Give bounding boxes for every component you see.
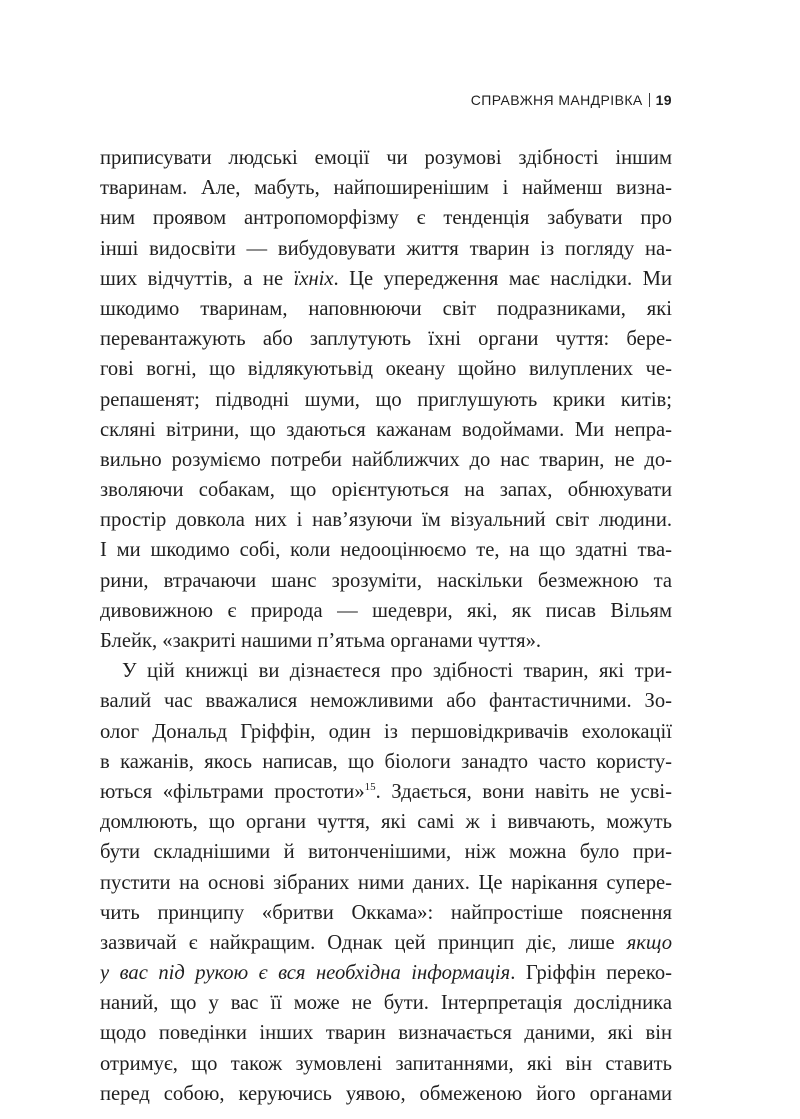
italic-text: якщо [626, 931, 672, 954]
text-line: приписувати людські емоції чи розумові здібності іншим [100, 147, 672, 169]
text-line: щодо поведінки інших тварин визначається даними, які він [100, 1022, 672, 1045]
text-line: гові вогні, що відлякуютьвід океану щойно вилуплених че- [100, 358, 672, 381]
text-line: пустити на основі зібраних ними даних. Це нарікання супере- [100, 871, 672, 894]
text-line: бути складнішими й витонченішими, ніж можна було при- [100, 841, 672, 864]
text-line: тваринам. Але, мабуть, найпоширенішим і найменш визна- [100, 177, 672, 200]
text-line: простір довкола них і нав’язуючи їм візуальний світ людини. [100, 509, 672, 532]
text-line: олог Дональд Гріффін, один із першовідкривачів ехолокації [100, 720, 672, 743]
text-line: ються «фільтрами простоти»$^{15}$. Здається, вони навіть не усві- [100, 780, 672, 803]
text-line: в кажанів, якось написав, що біологи занадто часто користу- [100, 750, 672, 773]
text-line: дивовижною є природа — шедеври, які, як писав Вільям [100, 599, 672, 622]
text-line: скляні вітрини, що здаються кажанам водоймами. Ми непра- [100, 418, 672, 441]
text-line: вильно розуміємо потреби найближчих до нас тварин, не до- [100, 448, 672, 471]
text-line: отримує, що також зумовлені запитаннями, які він ставить [100, 1052, 672, 1075]
text-line: І ми шкодимо собі, коли недооцінюємо те, на що здатні тва- [100, 539, 672, 562]
text-line: зазвичай є найкращим. Однак цей принцип діє, лише якщо [100, 931, 672, 954]
page-number: 19 [655, 92, 672, 108]
italic-text: їхніх [293, 267, 334, 290]
italic-text: у вас під рукою є вся необхідна інформація [100, 962, 511, 985]
running-head [471, 92, 672, 108]
text-line: репашенят; підводні шуми, що приглушують крики китів; [100, 388, 672, 411]
text-line: шкодимо тваринам, наповнюючи світ подразниками, які [100, 297, 672, 320]
text-line: ним проявом антропоморфізму є тенденція забувати про [100, 207, 672, 230]
header-divider [649, 93, 650, 107]
text-line: чить принципу «бритви Оккама»: найпростіше пояснення [100, 901, 672, 924]
text-line: інші видосвіти — вибудовувати життя тварин із погляду на- [100, 237, 672, 260]
paragraph-start-line: У цій книжці ви дізнаєтеся про здібності тварин, які три- [122, 660, 672, 683]
text-line: домлюють, що органи чуття, які самі ж і вивчають, можуть [100, 811, 672, 834]
text-line: перевантажують або заплутують їхні органи чуття: бере- [100, 328, 672, 351]
paragraph-end-line: Блейк, «закриті нашими п’ятьма органами чуття». [100, 630, 542, 652]
text-line: валий час вважалися неможливими або фантастичними. Зо- [100, 690, 672, 713]
text-line: перед собою, керуючись уявою, обмеженою його органами [100, 1082, 672, 1105]
text-line: зволяючи собакам, що орієнтуються на запах, обнюхувати [100, 479, 672, 502]
text-line: у вас під рукою є вся необхідна інформація. Гріффін переко- [100, 962, 672, 985]
text-line: наний, що у вас її може не бути. Інтерпретація дослідника [100, 992, 672, 1015]
text-line: ших відчуттів, а не їхніх. Це упередження має наслідки. Ми [100, 267, 672, 290]
text-line: рини, втрачаючи шанс зрозуміти, наскільки безмежною та [100, 569, 672, 592]
footnote-ref: 15 [364, 780, 376, 793]
body-text [100, 143, 672, 1109]
running-title: СПРАВЖНЯ МАНДРІВКА [470, 92, 643, 108]
